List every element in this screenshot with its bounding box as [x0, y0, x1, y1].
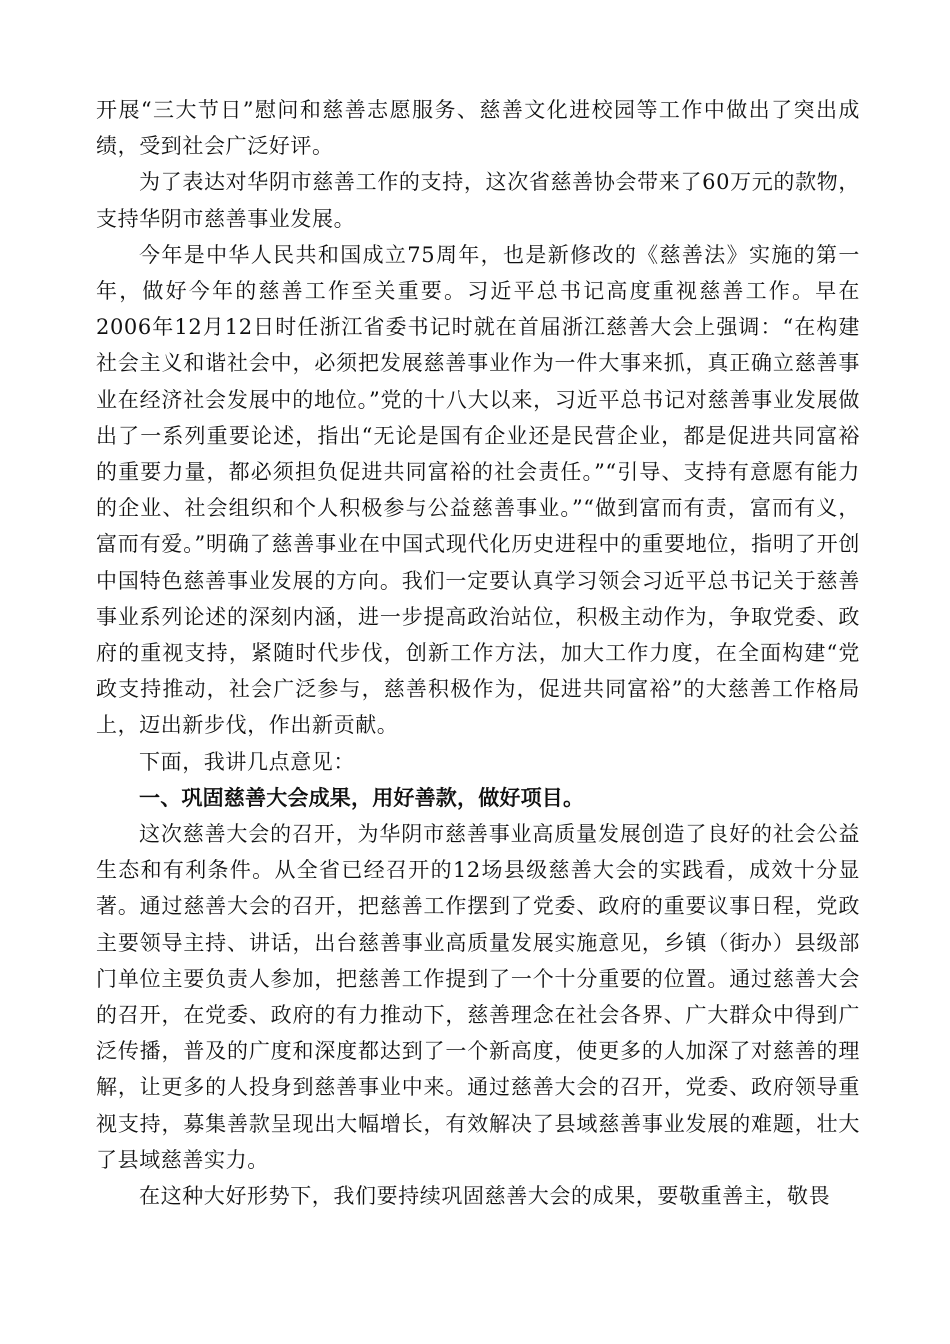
- section-heading-1: 一、巩固慈善大会成果，用好善款，做好项目。: [139, 785, 585, 810]
- paragraph-2: 为了表达对华阴市慈善工作的支持，这次省慈善协会带来了60万元的款物，支持华阴市慈善事业发展。: [96, 170, 860, 231]
- paragraph-5: 这次慈善大会的召开，为华阴市慈善事业高质量发展创造了良好的社会公益生态和有利条件。从全省已经召开的12场县级慈善大会的实践看，成效十分显著。通过慈善大会的召开，把慈善工作摆到了党委、政府的重要议事日程，党政主要领导主持、讲话，出台慈善事业高质量发展实施意见，乡镇（街办）县级部门单位主要负责人参加，把慈善工作提到了一个十分重要的位置。通过慈善大会的召开，在党委、政府的有力推动下，慈善理念在社会各界、广大群众中得到广泛传播，普及的广度和深度都达到了一个新高度，使更多的人加深了对慈善的理解，让更多的人投身到慈善事业中来。通过慈善大会的召开，党委、政府领导重视支持，募集善款呈现出大幅增长，有效解决了县域慈善事业发展的难题，壮大了县域慈善实力。: [96, 822, 860, 1172]
- paragraph-4: 下面，我讲几点意见：: [139, 749, 355, 774]
- document-page: [96, 92, 860, 1214]
- paragraph-3: 今年是中华人民共和国成立75周年，也是新修改的《慈善法》实施的第一年，做好今年的慈善工作至关重要。习近平总书记高度重视慈善工作。早在2006年12月12日时任浙江省委书记时就在首届浙江慈善大会上强调：“在构建社会主义和谐社会中，必须把发展慈善事业作为一件大事来抓，真正确立慈善事业在经济社会发展中的地位。”党的十八大以来，习近平总书记对慈善事业发展做出了一系列重要论述，指出“无论是国有企业还是民营企业，都是促进共同富裕的重要力量，都必须担负促进共同富裕的社会责任。”“引导、支持有意愿有能力的企业、社会组织和个人积极参与公益慈善事业。”“做到富而有责，富而有义，富而有爱。”明确了慈善事业在中国式现代化历史进程中的重要地位，指明了开创中国特色慈善事业发展的方向。我们一定要认真学习领会习近平总书记关于慈善事业系列论述的深刻内涵，进一步提高政治站位，积极主动作为，争取党委、政府的重视支持，紧随时代步伐，创新工作方法，加大工作力度，在全面构建“党政支持推动，社会广泛参与，慈善积极作为，促进共同富裕”的大慈善工作格局上，迈出新步伐，作出新贡献。: [96, 242, 860, 738]
- paragraph-1: 开展“三大节日”慰问和慈善志愿服务、慈善文化进校园等工作中做出了突出成绩，受到社会广泛好评。: [96, 98, 860, 159]
- paragraph-6: 在这种大好形势下，我们要持续巩固慈善大会的成果，要敬重善主，敬畏: [139, 1184, 831, 1209]
